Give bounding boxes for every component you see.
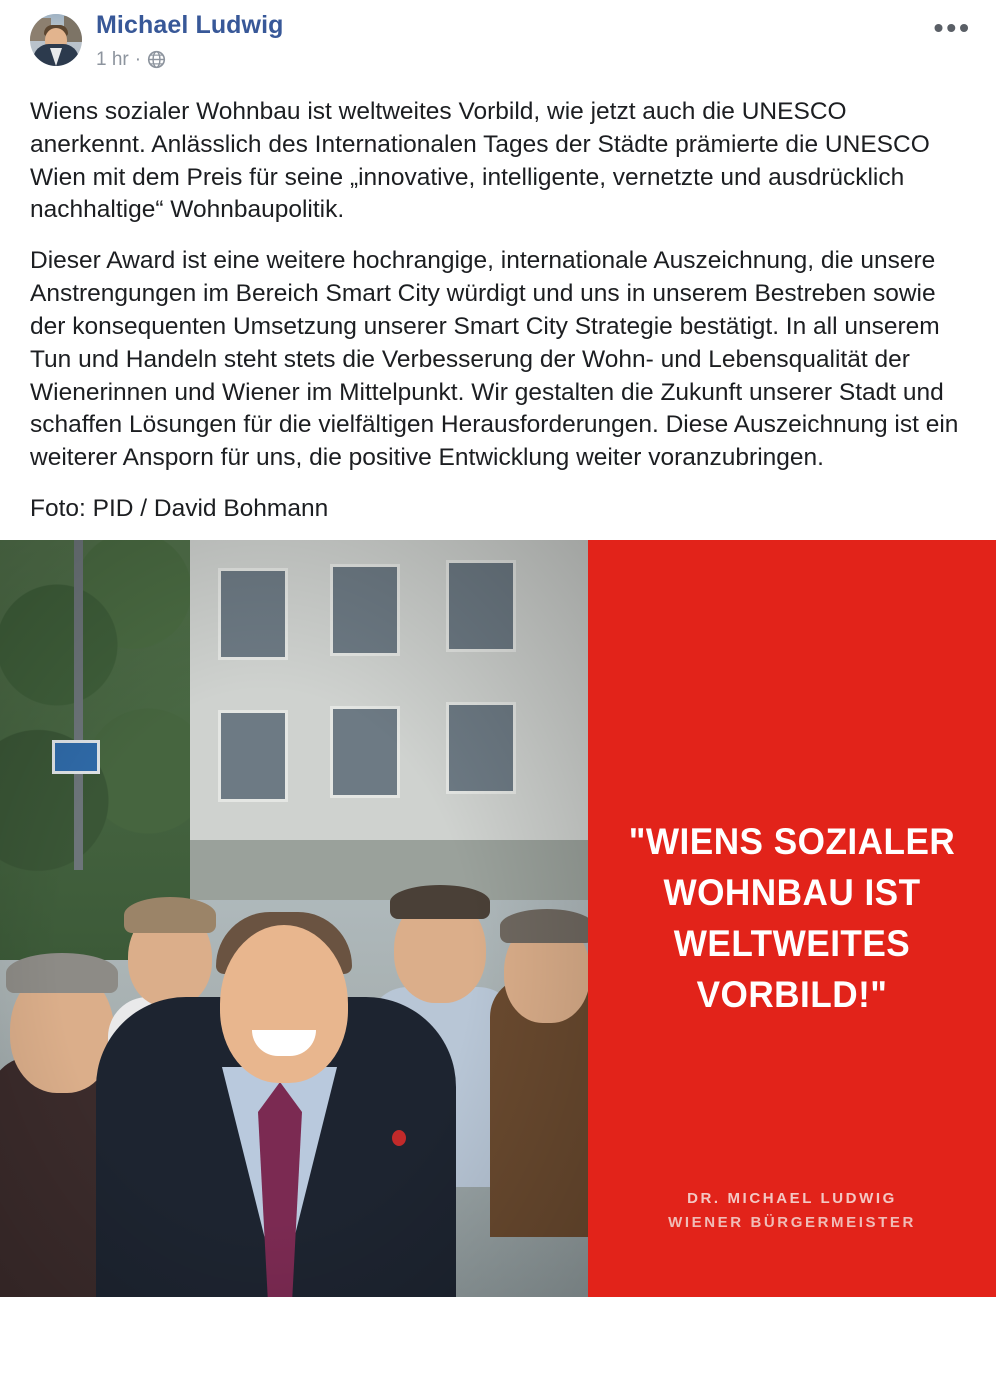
- post-paragraph-2: Dieser Award ist eine weitere hochrangige, internationale Auszeichnung, die unsere Anstrengungen im Bereich Smart City würdigt und uns in unserem Bestreben sowie der konsequenten Umsetzung unserer Smart City Strategie bestätigt. In all unserem Tun und Handeln steht stets die Verbesserung der Wohn- und Lebensqualität der Wienerinnen und Wiener im Mittelpunkt. Wir gestalten die Zukunft unserer Stadt und schaffen Lösungen für die vielfältigen Herausforderungen. Diese Auszeichnung ist ein weiterer Ansporn für uns, die positive Entwicklung weiter voranzubringen.: [30, 247, 959, 472]
- post-photo-credit: Foto: PID / David Bohmann: [30, 495, 329, 523]
- photo-vignette: [0, 540, 588, 1297]
- post-meta: [96, 50, 284, 71]
- more-options-icon[interactable]: •••: [933, 12, 972, 43]
- globe-icon[interactable]: [147, 50, 166, 69]
- avatar[interactable]: [30, 14, 82, 66]
- quote-attribution-title: WIENER BÜRGERMEISTER: [668, 1213, 916, 1231]
- quote-attribution-name: DR. MICHAEL LUDWIG: [687, 1189, 897, 1207]
- meta-separator: ·: [134, 48, 142, 70]
- post-paragraph-1: Wiens sozialer Wohnbau ist weltweites Vorbild, wie jetzt auch die UNESCO anerkennt. Anlässlich des Internationalen Tages der Städte prämierte die UNESCO Wien mit dem Preis für seine „innovative, intelligente, vernetzte und ausdrücklich nachhaltige“ Wohnbaupolitik.: [30, 98, 930, 224]
- post-photo[interactable]: [0, 540, 588, 1297]
- post-message: [0, 92, 996, 526]
- post-header-text: [96, 10, 284, 70]
- quote-text: "WIENS SOZIALER WOHNBAU IST WELTWEITES VORBILD!": [628, 821, 956, 1016]
- post-media[interactable]: [0, 540, 996, 1297]
- author-name[interactable]: Michael Ludwig: [96, 11, 284, 39]
- quote-attribution: [588, 1187, 996, 1235]
- post-timestamp[interactable]: 1 hr: [96, 48, 129, 70]
- quote-panel[interactable]: [588, 540, 996, 1297]
- post-header: [0, 0, 996, 92]
